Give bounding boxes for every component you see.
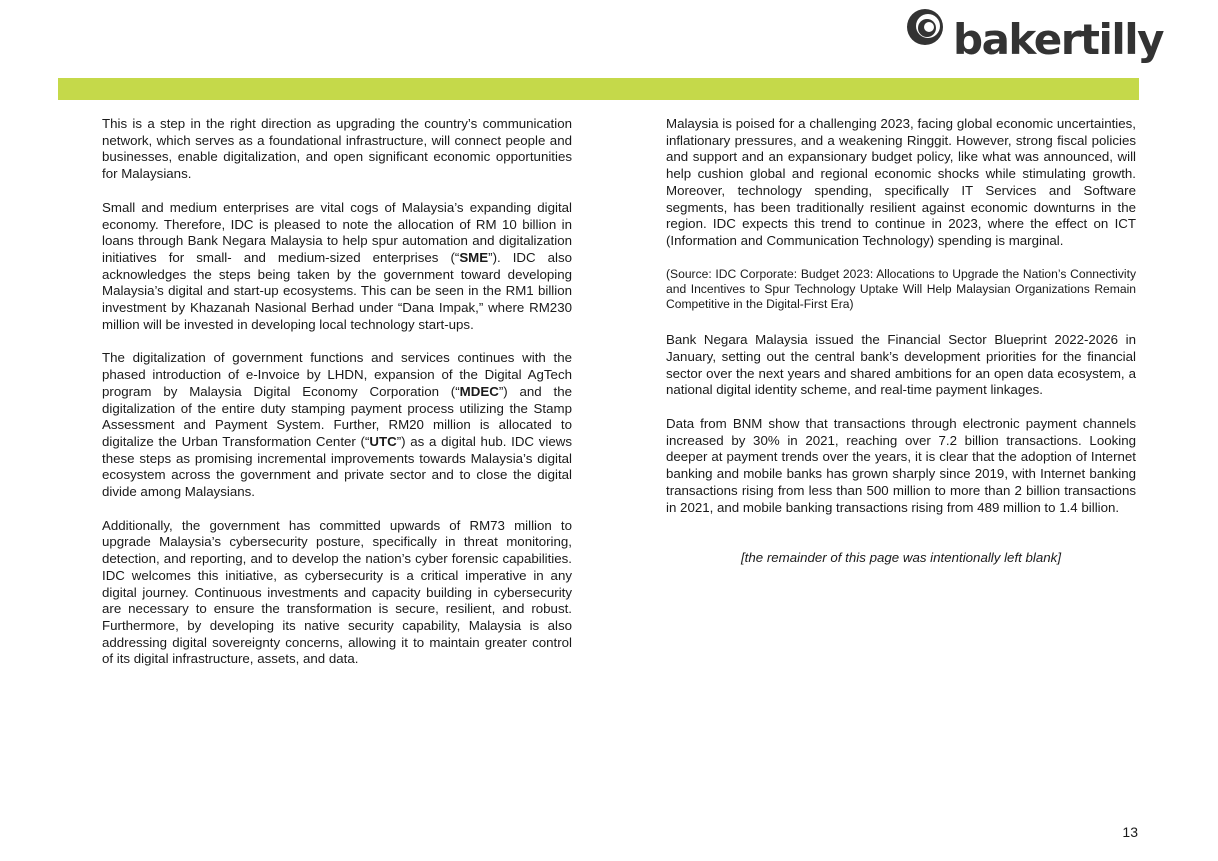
blank-page-note: [the remainder of this page was intentionally left blank] <box>740 550 1062 566</box>
paragraph: This is a step in the right direction as upgrading the country’s communication network, which serves as a foundational infrastructure, will connect people and businesses, enable digitalization, and open significant economic opportunities for Malaysians. <box>102 116 572 182</box>
paragraph: Malaysia is poised for a challenging 2023, facing global economic uncertainties, inflationary pressures, and a weakening Ringgit. However, strong fiscal policies and support and an expansionary budget policy, like what was announced, will help cushion global and regional economic shocks while stimulating growth. Moreover, technology spending, specifically IT Services and Software segments, has been traditionally resilient against economic downturns in the region. IDC expects this trend to continue in 2023, where the effect on ICT (Information and Communication Technology) spending is marginal. <box>666 116 1136 248</box>
right-column <box>666 116 1136 584</box>
sme-abbreviation: SME <box>459 249 489 265</box>
bakertilly-logo <box>905 7 1164 69</box>
paragraph: Data from BNM show that transactions through electronic payment channels increased by 30% in 2021, reaching over 7.2 billion transactions. Looking deeper at payment trends over the years, it is clear that the adoption of Internet banking and mobile banks has grown sharply since 2019, with Internet banking transactions rising from less than 500 million to more than 2 billion transactions in 2021, and mobile banking transactions rising from 489 million to 1.4 billion. <box>666 416 1136 515</box>
left-column <box>102 116 572 685</box>
paragraph: Additionally, the government has committed upwards of RM73 million to upgrade Malaysia’s cybersecurity posture, specifically in threat monitoring, detection, and reporting, and to develop the nation’s cyber forensic capabilities. IDC welcomes this initiative, as cybersecurity is a critical imperative in any digital journey. Continuous investments and capacity building in cybersecurity are necessary to ensure the transformation is secure, resilient, and robust. Furthermore, by developing its native security capability, Malaysia is also addressing digital sovereignty concerns, allowing it to maintain greater control of its digital infrastructure, assets, and data. <box>102 517 572 667</box>
source-citation: (Source: IDC Corporate: Budget 2023: Allocations to Upgrade the Nation’s Connectivity and Incentives to Spur Technology Uptake Will Help Malaysian Organizations Remain Competitive in the Digital-First Era) <box>666 266 1136 312</box>
paragraph: The digitalization of government functions and services continues with the phased introduction of e-Invoice by LHDN, expansion of the Digital AgTech program by Malaysia Digital Economy Corporation (“MDEC”) and the digitalization of the entire duty stamping payment process utilizing the Stamp Assessment and Payment System. Further, RM20 million is allocated to digitalize the Urban Transformation Center (“UTC”) as a digital hub. IDC views these steps as promising incremental improvements towards Malaysia’s digital ecosystem across the government and private sector and to close the digital divide among Malaysians. <box>102 350 572 500</box>
page-number: 13 <box>1122 824 1138 840</box>
paragraph: Bank Negara Malaysia issued the Financial Sector Blueprint 2022-2026 in January, setting out the central bank’s development priorities for the financial sector over the next years and shared ambitions for an open data ecosystem, a national digital identity scheme, and real-time payment linkages. <box>666 332 1136 398</box>
accent-band <box>58 78 1139 100</box>
paragraph: Small and medium enterprises are vital cogs of Malaysia’s expanding digital economy. Therefore, IDC is pleased to note the allocation of RM 10 billion in loans through Bank Negara Malaysia to help spur automation and digitalization initiatives for small- and medium-sized enterprises (“SME”). IDC also acknowledges the steps being taken by the government toward developing Malaysia’s digital and start-up ecosystems. This can be seen in the RM1 billion investment by Khazanah Nasional Berhad under “Dana Impak,” where RM230 million will be invested in developing local technology start-ups. <box>102 199 573 332</box>
utc-abbreviation: UTC <box>369 433 397 449</box>
mdec-abbreviation: MDEC <box>459 383 499 399</box>
logo-swirl-icon <box>905 7 945 47</box>
logo-wordmark: bakertilly <box>953 15 1164 64</box>
